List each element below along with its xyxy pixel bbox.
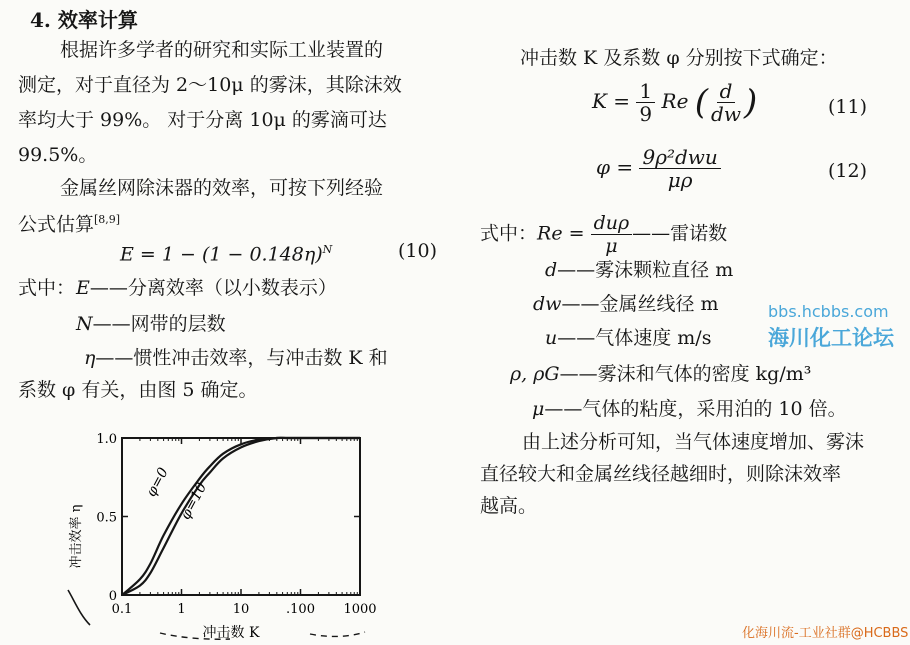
conclusion-line2: 直径较大和金属丝线径越细时，则除沫效率: [480, 463, 842, 485]
conclusion-line3: 越高。: [480, 495, 538, 517]
def-eta-continued: 系数 φ 有关，由图 5 确定。: [18, 379, 258, 401]
y-axis-title: 冲击效率 η: [69, 504, 84, 569]
def-mu: μ——气体的粘度，采用泊的 10 倍。: [532, 398, 847, 420]
equation-10-number: (10): [398, 240, 438, 262]
where-intro-left: 式中：: [18, 277, 76, 299]
citation-ref: [8,9]: [94, 213, 121, 226]
def-N: N——网带的层数: [76, 313, 226, 335]
series-label-phi-10: φ=10: [177, 480, 211, 523]
equation-11: K = $\frac{1}{9}$ Re ( $\frac{d}{dw}$ ): [592, 79, 758, 126]
efficiency-chart: [60, 420, 390, 645]
def-dw: dw——金属丝线径 m: [533, 293, 719, 315]
def-eta: η——惯性冲击效率，与冲击数 K 和: [84, 347, 388, 369]
def-u: u——气体速度 m/s: [545, 327, 712, 349]
equation-11-number: (11): [828, 96, 868, 118]
where-intro-right: 式中：Re = $\frac{\text{duρ}}{\mu}$ ——雷诺数: [480, 212, 728, 257]
para1-line4: 99.5%。: [18, 144, 98, 166]
x-tick-label: 1: [177, 602, 186, 617]
watermark-url: bbs.hcbbs.com: [768, 302, 889, 321]
y-tick-label: 1.0: [96, 432, 117, 447]
plot-frame: [122, 438, 360, 595]
equation-12: φ = $\frac{\text{9ρ²dwu}}{\mu\rho}$: [596, 146, 721, 191]
y-tick-label: 0: [108, 589, 117, 604]
para2-line2: 公式估算[8,9]: [18, 213, 121, 236]
def-d: d——雾沫颗粒直径 m: [545, 259, 734, 281]
scan-mark: [68, 590, 90, 625]
x-tick-label: .100: [286, 602, 315, 617]
para2-line1: 金属丝网除沫器的效率，可按下列经验: [60, 177, 384, 199]
watermark-forum: 海川化工论坛: [768, 326, 894, 350]
para1-line3: 率均大于 99%。 对于分离 10μ 的雾滴可达: [18, 109, 387, 131]
scan-mark: [310, 632, 365, 636]
x-tick-label: 10: [232, 602, 250, 617]
series-line-phi-10: [122, 438, 360, 595]
watermark-credit: 化海川流-工业社群@HCBBS: [742, 626, 909, 641]
equation-12-number: (12): [828, 160, 868, 182]
y-tick-label: 0.5: [96, 510, 117, 526]
def-E: E——分离效率（以小数表示）: [76, 277, 337, 299]
x-axis-title: 冲击数 K: [202, 625, 260, 641]
series-label-phi-0: φ=0: [143, 465, 172, 500]
x-tick-label: 0.1: [111, 602, 133, 617]
para1-line2: 测定，对于直径为 2～10μ 的雾沫，其除沫效: [18, 74, 402, 96]
section-heading: 4. 效率计算: [30, 8, 138, 32]
def-rho: ρ, ρG——雾沫和气体的密度 kg/m³: [510, 363, 812, 385]
para1-line1: 根据许多学者的研究和实际工业装置的: [60, 39, 384, 61]
x-tick-label: 1000: [343, 602, 377, 617]
right-intro: 冲击数 K 及系数 φ 分别按下式确定：: [520, 47, 838, 69]
equation-10: $E = 1 - (1 - 0.148\eta)^N$: [120, 243, 333, 266]
series-line-phi-0: [122, 438, 360, 595]
conclusion-line1: 由上述分析可知，当气体速度增加、雾沫: [522, 431, 865, 453]
